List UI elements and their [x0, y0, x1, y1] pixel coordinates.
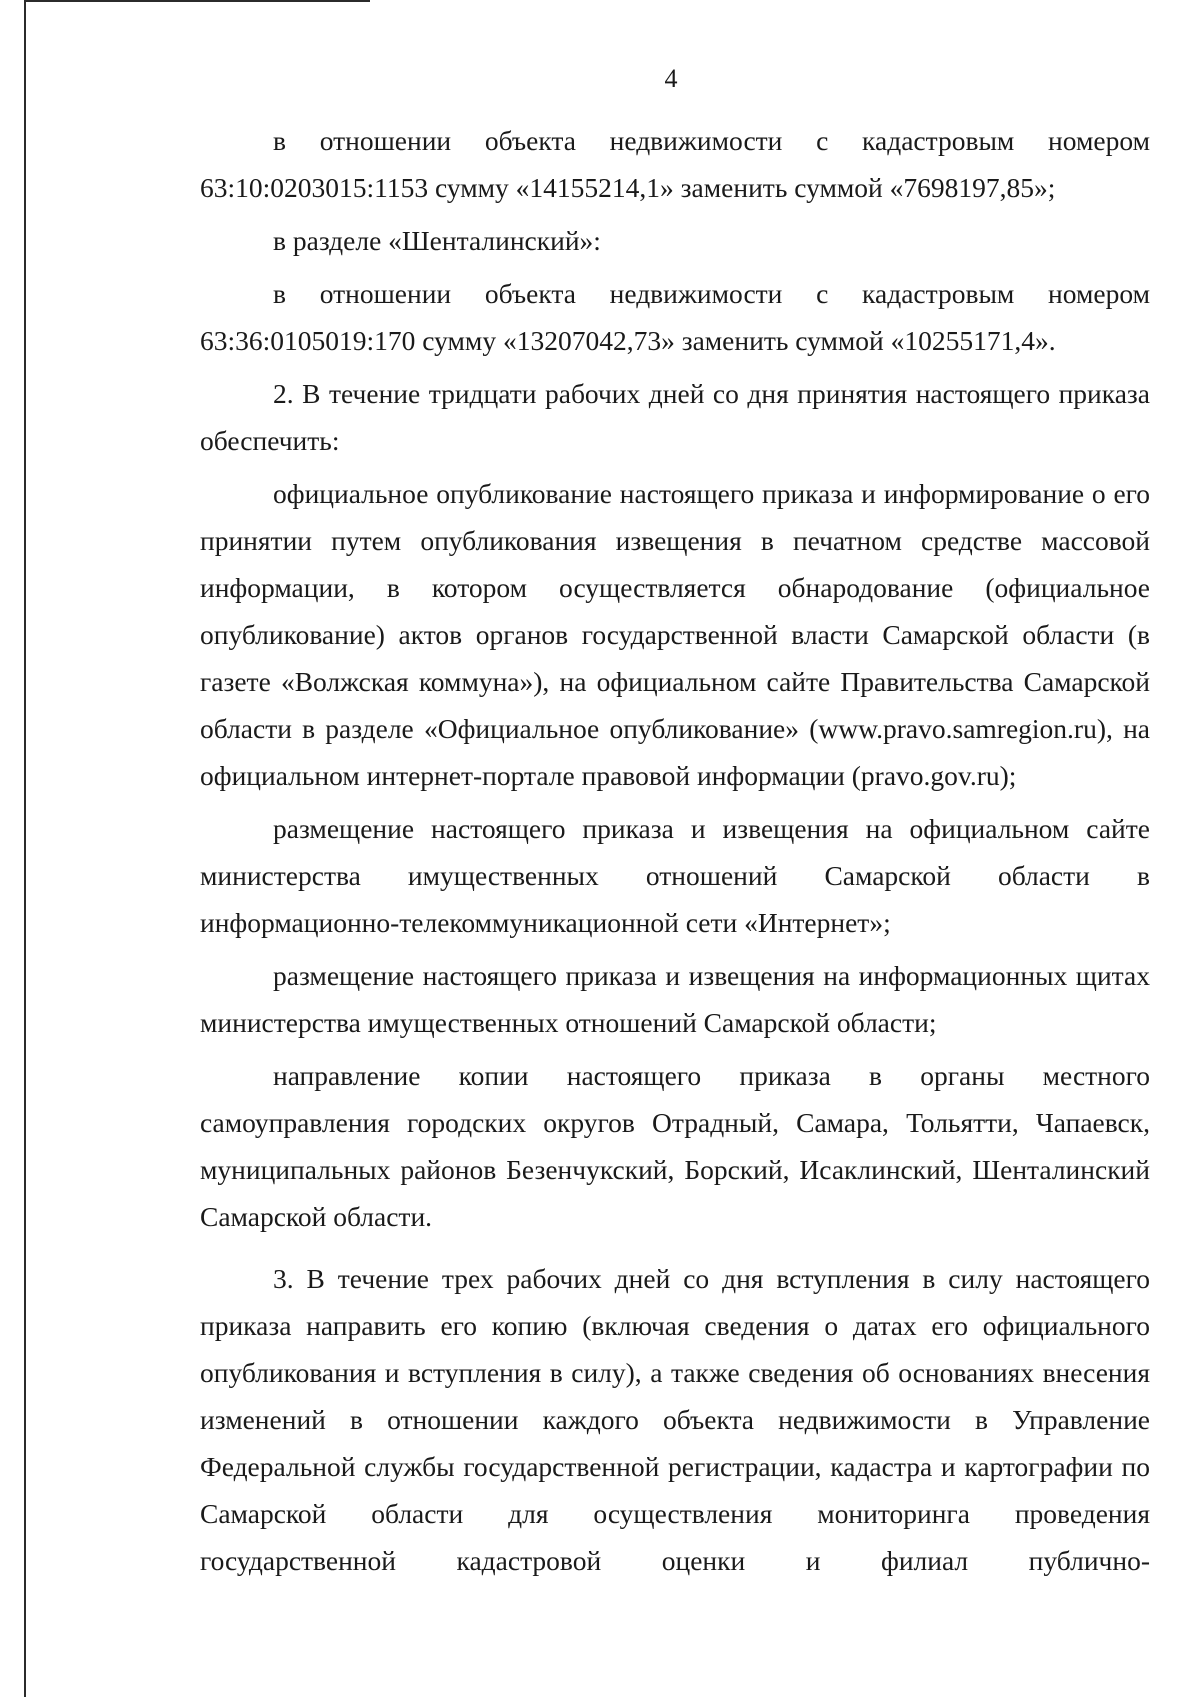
paragraph-item-2: 2. В течение тридцати рабочих дней со дня принятия настоящего приказа обеспечить: — [200, 378, 1150, 456]
page-number: 4 — [664, 64, 678, 93]
paragraph-section-shentalinsky: в разделе «Шенталинский»: — [273, 225, 601, 256]
paragraph-property-1153: в отношении объекта недвижимости с кадастровым номером 63:10:0203015:1153 сумму «14155214,1» заменить суммой «7698197,85»; — [200, 125, 1150, 203]
scan-border-top — [24, 0, 370, 2]
paragraph-copies-to-municipalities: направление копии настоящего приказа в органы местного самоуправления городских округов Отрадный, Самара, Тольятти, Чапаевск, муниципальных районов Безенчукский, Борский, Исаклинский, Шенталинский Самарской области. — [200, 1060, 1150, 1232]
paragraph-official-publication: официальное опубликование настоящего приказа и информирование о его принятии путем опубликования извещения в печатном средстве массовой информации, в котором осуществляется обнародование (официальное опубликование) актов органов государственной власти Самарской области (в газете «Волжская коммуна»), на официальном сайте Правительства Самарской области в разделе «Официальное опубликование» (www.pravo.samregion.ru), на официальном интернет-портале правовой информации (pravo.gov.ru); — [200, 478, 1150, 791]
paragraph-item-3: 3. В течение трех рабочих дней со дня вступления в силу настоящего приказа направить его копию (включая сведения о датах его официального опубликования и вступления в силу), а также сведения об основаниях внесения изменений в отношении каждого объекта недвижимости в Управление Федеральной службы государственной регистрации, кадастра и картографии по Самарской области для осуществления мониторинга проведения государственной кадастровой оценки и филиал публично- — [200, 1263, 1150, 1576]
paragraph-property-170: в отношении объекта недвижимости с кадастровым номером 63:36:0105019:170 сумму «13207042,73» заменить суммой «10255171,4». — [200, 278, 1150, 356]
scan-border-left — [24, 0, 26, 1697]
paragraph-website-placement: размещение настоящего приказа и извещения на официальном сайте министерства имущественных отношений Самарской области в информационно-телекоммуникационной сети «Интернет»; — [200, 813, 1150, 938]
document-body — [200, 117, 1150, 1584]
paragraph-board-placement: размещение настоящего приказа и извещения на информационных щитах министерства имущественных отношений Самарской области; — [200, 960, 1150, 1038]
